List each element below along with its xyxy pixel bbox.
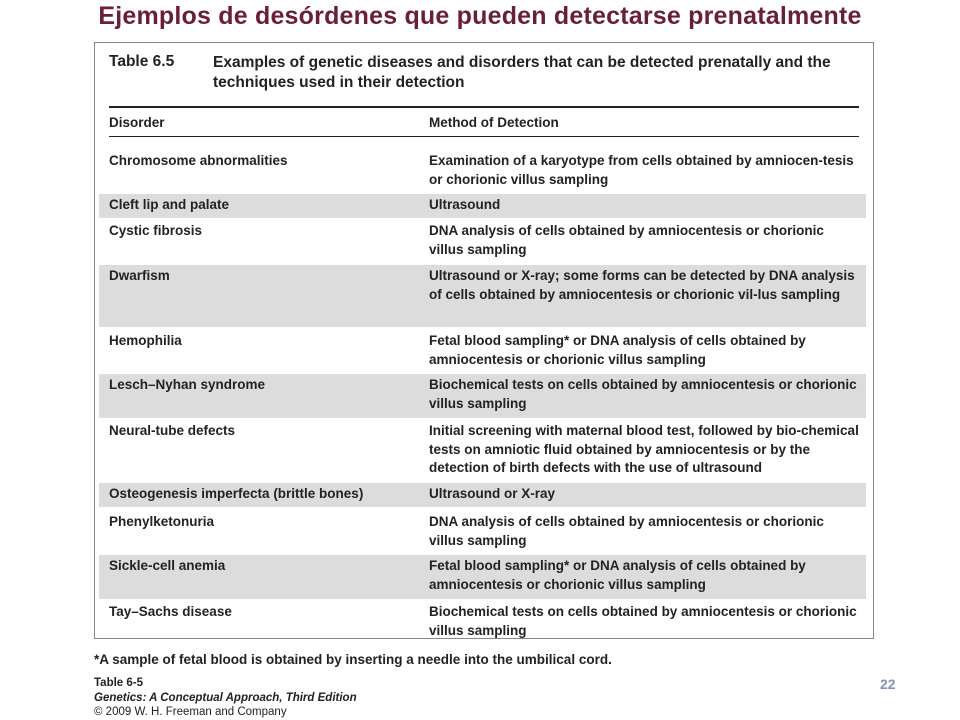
header-bottom-rule [109,136,859,137]
disorder-cell: Cleft lip and palate [109,197,230,212]
disorder-cell: Chromosome abnormalities [109,153,288,168]
table-row [99,220,866,262]
method-cell: Biochemical tests on cells obtained by amniocentesis or chorionic villus sampling [429,377,857,411]
method-cell: Ultrasound or X-ray; some forms can be detected by DNA analysis of cells obtained by amniocentesis or chorionic vil-lus sampling [429,268,855,302]
table-row [99,330,866,372]
table-number: Table 6.5 [109,53,175,70]
source-credits [94,676,357,720]
method-cell: Ultrasound or X-ray [429,486,556,501]
method-cell: DNA analysis of cells obtained by amniocentesis or chorionic villus sampling [429,514,824,548]
method-cell: Initial screening with maternal blood test, followed by bio-chemical tests on amniotic fluid obtained by amniocentesis or by the detection of birth defects with the use of ultrasound [429,423,859,475]
table-row [99,483,866,507]
method-cell: Biochemical tests on cells obtained by amniocentesis or chorionic villus sampling [429,604,857,638]
table-frame [94,42,874,639]
disorder-cell: Dwarfism [109,268,170,283]
table-row [99,265,866,327]
header-method: Method of Detection [429,115,559,130]
method-cell: DNA analysis of cells obtained by amniocentesis or chorionic villus sampling [429,223,824,257]
table-row [99,194,866,218]
table-row [99,555,866,599]
disorder-cell: Cystic fibrosis [109,223,203,238]
header-disorder: Disorder [109,115,165,130]
method-cell: Examination of a karyotype from cells obtained by amniocen-tesis or chorionic villus sampling [429,153,854,187]
table-row [99,374,866,418]
disorder-cell: Sickle-cell anemia [109,558,226,573]
page-number: 22 [880,676,896,692]
slide-title: Ejemplos de desórdenes que pueden detectarse prenatalmente [98,2,862,30]
table-row [99,150,866,192]
table-row [99,511,866,553]
table-title: Examples of genetic diseases and disorders that can be detected prenatally and the techniques used in their detection [213,54,831,91]
disorder-cell: Phenylketonuria [109,514,215,529]
method-cell: Fetal blood sampling* or DNA analysis of cells obtained by amniocentesis or chorionic villus sampling [429,558,806,592]
method-cell: Fetal blood sampling* or DNA analysis of cells obtained by amniocentesis or chorionic villus sampling [429,333,806,367]
credit-table-ref: Table 6-5 [94,677,143,689]
disorder-cell: Tay–Sachs disease [109,604,232,619]
disorder-cell: Hemophilia [109,333,182,348]
credit-copyright: © 2009 W. H. Freeman and Company [94,706,287,718]
disorder-cell: Neural-tube defects [109,423,236,438]
table-footnote: *A sample of fetal blood is obtained by inserting a needle into the umbilical cord. [94,652,612,667]
table-top-rule [109,106,859,108]
method-cell: Ultrasound [429,197,501,212]
credit-book-title: Genetics: A Conceptual Approach, Third Edition [94,691,357,704]
disorder-cell: Osteogenesis imperfecta (brittle bones) [109,486,364,501]
table-row [99,420,866,481]
disorder-cell: Lesch–Nyhan syndrome [109,377,266,392]
table-row [99,601,866,639]
